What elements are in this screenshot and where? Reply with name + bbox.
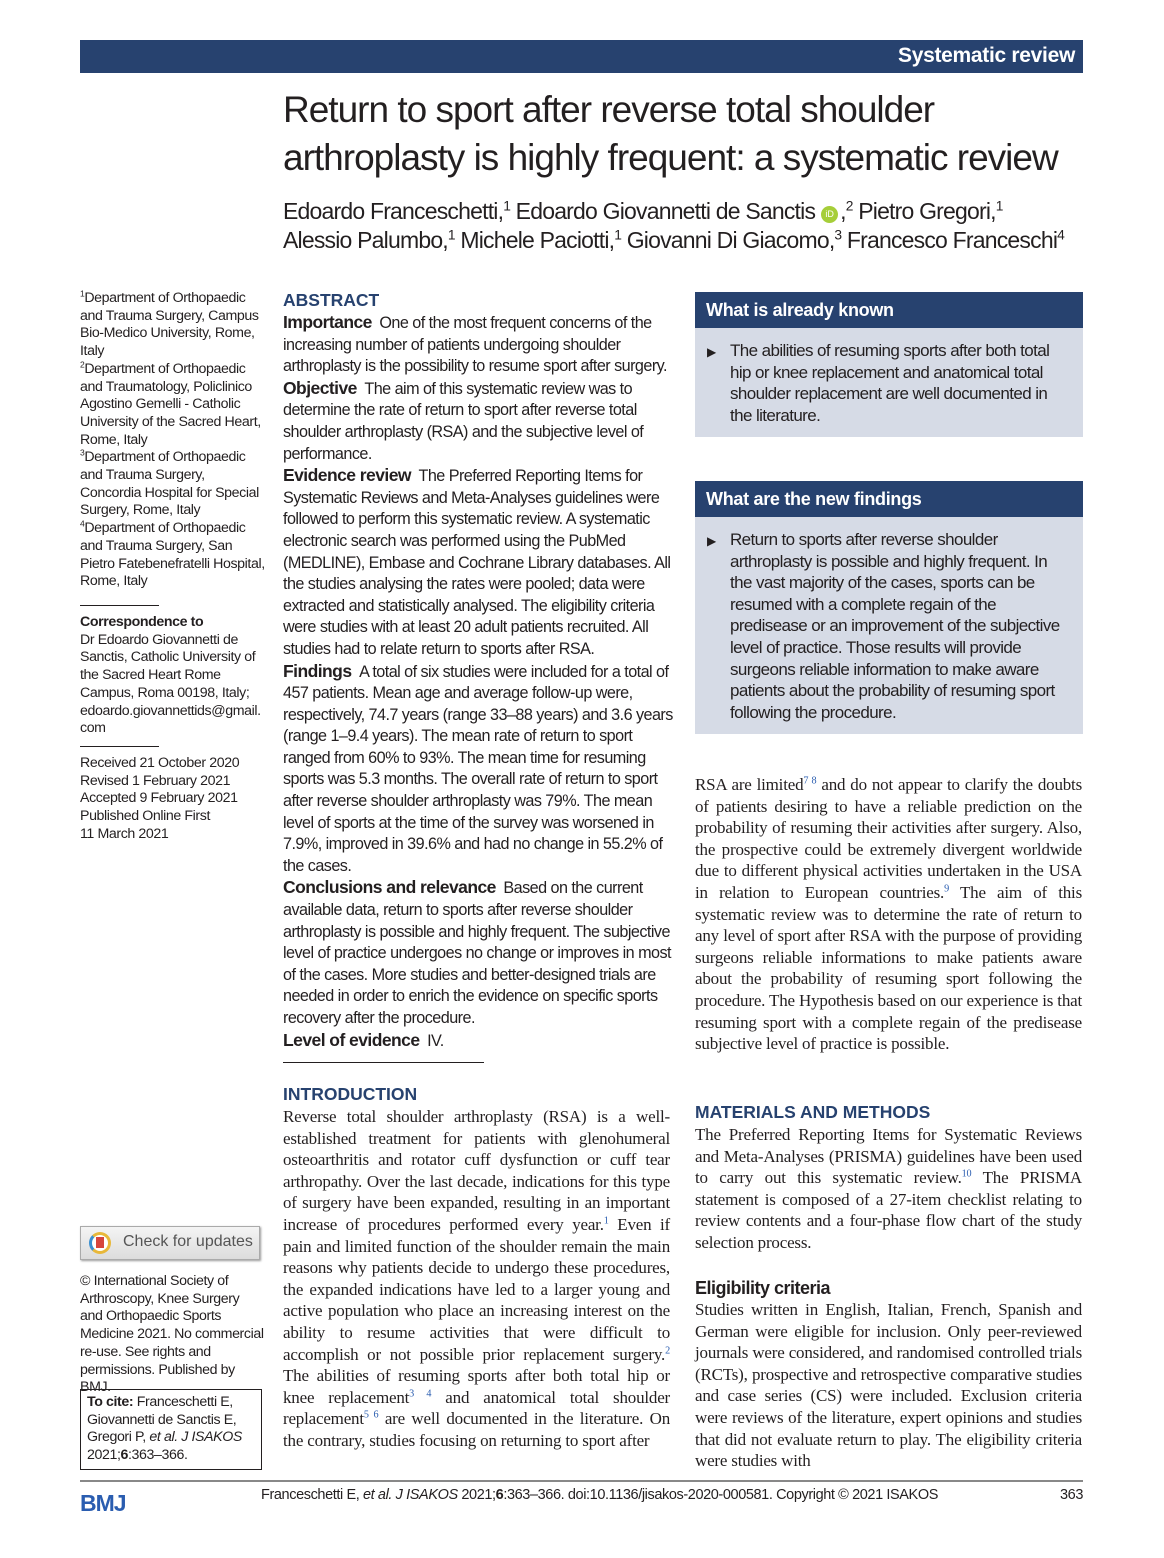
article-dates [80, 755, 265, 844]
affiliation [80, 290, 265, 361]
methods-section [695, 1102, 1082, 1254]
author-affiliation-number: 2 [845, 198, 853, 214]
footer-cite-journal: et al. J ISAKOS [363, 1487, 458, 1503]
abstract-section [283, 877, 673, 1029]
section-label: Systematic review [897, 44, 1075, 67]
abstract-section [283, 378, 673, 465]
abstract-section-label: Findings [283, 660, 352, 681]
methods-heading: MATERIALS AND METHODS [695, 1102, 931, 1122]
body-text: are well documented in the literature. On the contrary, studies focusing on returning to sport after [283, 1409, 670, 1450]
introduction-paragraph [283, 1106, 670, 1452]
abstract-section [283, 312, 673, 378]
affiliation-number: 4 [80, 518, 85, 529]
author-separator: , [840, 198, 846, 224]
eligibility-paragraph [695, 1299, 1082, 1472]
abstract-section-text: Based on the current available data, return to sports after reverse shoulder arthroplasty is possible and highly frequent. The subjective level of practice undergoes no change or improves in most of the cases. More studies and better-designed trials are needed in order to enrich the evidence on specific sports recovery after the procedure. [283, 879, 671, 1027]
body-text: RSA are limited [695, 775, 804, 794]
body-text: The PRISMA statement is composed of a 27-item checklist relating to review contents and a four-phase flow chart of the study selection process. [695, 1168, 1082, 1252]
abstract-section-label: Level of evidence [283, 1029, 420, 1050]
divider [80, 605, 159, 606]
affiliation-text: Department of Orthopaedic and Traumatology, Policlinico Agostino Gemelli - Catholic University of the Sacred Heart, Rome, Italy [80, 360, 261, 448]
author-name: Alessio Palumbo, [283, 227, 448, 253]
footer-cite-year: 2021; [457, 1487, 496, 1503]
introduction-section [283, 1084, 670, 1452]
body-text: The Preferred Reporting Items for Systematic Reviews and Meta-Analyses (PRISMA) guidelines have been used to carry out this systematic review. [695, 1125, 1082, 1188]
abstract-section-text: One of the most frequent concerns of the increasing number of patients undergoing shoulder arthroplasty is the possibility to resume sport after surgery. [283, 314, 667, 376]
affiliation-number: 1 [80, 288, 85, 299]
affiliations [80, 290, 265, 591]
check-for-updates-label: Check for updates [123, 1233, 253, 1250]
date-revised: Revised 1 February 2021 [80, 772, 231, 789]
what-is-known-heading: What is already known [695, 292, 1083, 328]
author-name: Francesco Franceschi [846, 227, 1058, 253]
correspondence [80, 614, 265, 738]
author-name: Giovanni Di Giacomo, [626, 227, 835, 253]
footer-cite-authors: Franceschetti E, [261, 1487, 363, 1503]
cite-label: To cite: [87, 1394, 134, 1410]
cite-etal: et al. J ISAKOS [149, 1429, 242, 1446]
crossmark-icon [89, 1232, 111, 1254]
abstract-section [283, 465, 673, 660]
reference-citation: 3 4 [409, 1388, 432, 1400]
date-published-label: Published Online First [80, 808, 210, 825]
reference-citation: 1 [603, 1215, 609, 1227]
abstract-heading: ABSTRACT [283, 290, 380, 310]
new-findings-heading: What are the new findings [695, 481, 1083, 517]
affiliation-text: Department of Orthopaedic and Trauma Surgery, San Pietro Fatebenefratelli Hospital, Rome, Italy [80, 520, 265, 590]
author-name: Pietro Gregori, [858, 198, 996, 224]
abstract-section-label: Objective [283, 377, 357, 398]
reference-citation: 10 [961, 1168, 972, 1180]
abstract-section-label: Conclusions and relevance [283, 877, 496, 898]
abstract-section [283, 661, 673, 878]
eligibility-heading: Eligibility criteria [695, 1278, 831, 1298]
body-text: The aim of this systematic review was to determine the rate of return to any level of sport after RSA with the purpose of providing surgeons reliable informations to make patients aware about the probability of resuming sport following the procedure. The Hypothesis based on our experience is that resuming sport with a complete regain of the predisease subjective level of practice is possible. [695, 882, 1082, 1054]
affiliation-number: 3 [80, 447, 85, 458]
introduction-heading: INTRODUCTION [283, 1084, 418, 1104]
introduction-paragraph [695, 774, 1082, 1055]
author-affiliation-number: 1 [614, 227, 622, 243]
what-is-known-box [695, 292, 1083, 437]
introduction-continued [695, 774, 1082, 1055]
reference-citation: 9 [944, 883, 950, 895]
date-published: 11 March 2021 [80, 825, 169, 842]
cite-year: 2021; [87, 1447, 121, 1464]
copyright-notice: © International Society of Arthroscopy, Knee Surgery and Orthopaedic Sports Medicine 2021. No commercial re-use. See rights and permissions. Published by BMJ. [80, 1273, 264, 1396]
abstract-section [283, 1030, 673, 1053]
footer-divider [80, 1480, 1083, 1482]
citation-box [80, 1389, 262, 1470]
correspondence-label: Correspondence to [80, 614, 204, 630]
author-affiliation-number: 3 [834, 227, 842, 243]
affiliation-text: Department of Orthopaedic and Trauma Surgery, Concordia Hospital for Special Surgery, Rome, Italy [80, 449, 259, 519]
bmj-logo: BMJ [80, 1490, 126, 1516]
what-is-known-text: ▶ The abilities of resuming sports after both total hip or knee replacement and anatomical total shoulder replacement are well documented in the literature. [695, 328, 1083, 434]
new-findings-text: ▶ Return to sports after reverse shoulder arthroplasty is possible and highly frequent. In the vast majority of the cases, sports can be resumed with a complete regain of the predisease or an improvement of the subjective level of practice. Those results will provide surgeons reliable information to make aware patients about the probability of resuming sport following the procedure. [695, 517, 1083, 731]
correspondence-text: Dr Edoardo Giovannetti de Sanctis, Catholic University of the Sacred Heart Rome Campus, Roma 00198, Italy; edoardo.giovannettids@gmail.com [80, 631, 261, 737]
reference-citation: 7 8 [803, 775, 817, 787]
new-findings-box [695, 481, 1083, 734]
cite-pages: :363–366. [128, 1447, 188, 1464]
body-text: Studies written in English, Italian, French, Spanish and German were eligible for inclusion. Only peer-reviewed journals were considered, and randomised controlled trials (RCTs), prospective and retrospective comparative studies and case series (CS) were included. Exclusion criteria were reviews of the literature, expert opinions and studies that did not evaluate return to play. The eligibility criteria were studies with [695, 1300, 1082, 1471]
author-list [283, 197, 1083, 255]
affiliation [80, 449, 265, 520]
cite-volume: 6 [120, 1447, 129, 1464]
abstract-section-text: The aim of this systematic review was to determine the rate of return to sport after reverse total shoulder arthroplasty (RSA) and the subjective level of performance. [283, 379, 644, 463]
author-affiliation-number: 1 [503, 198, 511, 214]
body-text: Reverse total shoulder arthroplasty (RSA) is a well-established treatment for patients with glenohumeral osteoarthritis and rotator cuff dysfunction or cuff tear arthropathy. Over the last decade, indications for this type of surgery have been expanded, resulting in an important increase of procedures performed every year. [283, 1107, 670, 1234]
page-number: 363 [1060, 1487, 1083, 1503]
date-accepted: Accepted 9 February 2021 [80, 790, 238, 807]
check-for-updates-button[interactable] [80, 1226, 260, 1260]
eligibility-section [695, 1277, 1082, 1472]
divider [283, 1062, 484, 1063]
author-affiliation-number: 1 [447, 227, 455, 243]
author-name: Edoardo Giovannetti de Sanctis [515, 198, 816, 224]
methods-paragraph [695, 1124, 1082, 1254]
abstract [283, 290, 673, 1063]
abstract-section-text: The Preferred Reporting Items for Systematic Reviews and Meta-Analyses guidelines were followed to perform this systematic review. A systematic electronic search was performed using the PubMed (MEDLINE), Embase and Cochrane Library databases. All the studies analysing the rates were pooled; data were extracted and statistically analysed. The eligibility criteria were studies with at least 20 adult patients recruited. All studies had to relate return to sports after RSA. [283, 467, 671, 658]
body-text: The abilities of resuming sports after both total hip or knee replacement [283, 1366, 670, 1407]
abstract-section-label: Evidence review [283, 465, 411, 486]
footer-cite-volume: 6 [495, 1487, 504, 1503]
reference-citation: 5 6 [363, 1409, 379, 1421]
author-name: Michele Paciotti, [460, 227, 615, 253]
section-banner [80, 40, 1083, 73]
abstract-section-text: A total of six studies were included for a total of 457 patients. Mean age and average follow-up were, respectively, 74.7 years (range 33–88 years) and 3.6 years (range 1–9.4 years). The mean rate of return to sport ranged from 60% to 93%. The mean time for resuming sports was 5.3 months. The overall rate of return to sport after reverse shoulder arthroplasty was 79%. The mean level of sports at the time of the survey was worsened in 7.9%, improved in 39.6% and had no change in 55.2% of the cases. [283, 662, 673, 875]
article-title: Return to sport after reverse total shoulder arthroplasty is highly frequent: a systematic review [283, 89, 1058, 178]
divider [80, 746, 159, 747]
author-name: Edoardo Franceschetti, [283, 198, 504, 224]
footer-citation [261, 1487, 938, 1503]
footer-cite-doi: :363–366. doi:10.1136/jisakos-2020-000581. Copyright © 2021 ISAKOS [503, 1487, 938, 1503]
body-text: Even if pain and limited function of the shoulder remain the main reasons why patients decide to undergo these procedures, the expanded indications have led to a larger young and active population who place an increasing interest on the ability to resume activities that were difficult to accomplish or not possible prior replacement surgery. [283, 1214, 670, 1364]
orcid-icon[interactable]: iD [821, 206, 838, 223]
affiliation-text: Department of Orthopaedic and Trauma Surgery, Campus Bio-Medico University, Rome, Italy [80, 290, 259, 360]
date-received: Received 21 October 2020 [80, 755, 240, 771]
affiliation-number: 2 [80, 359, 85, 370]
author-affiliation-number: 4 [1057, 227, 1064, 243]
reference-citation: 2 [665, 1344, 670, 1356]
abstract-section-label: Importance [283, 312, 372, 332]
abstract-section-text: IV. [427, 1031, 444, 1050]
affiliation [80, 361, 265, 450]
cite-text: Franceschetti E, Giovannetti de Sanctis E, Gregori P, [87, 1394, 237, 1446]
author-affiliation-number: 1 [995, 198, 1003, 214]
body-text: and do not appear to clarify the doubts of patients desiring to have a reliable prediction on the probability of resuming their activities after surgery. Also, the prospective could be extremely divergent worldwide due to different physical activities undertaken in the USA in relation to European countries. [695, 775, 1083, 902]
body-text: and anatomical total shoulder replacement [283, 1387, 671, 1429]
affiliation [80, 520, 265, 591]
